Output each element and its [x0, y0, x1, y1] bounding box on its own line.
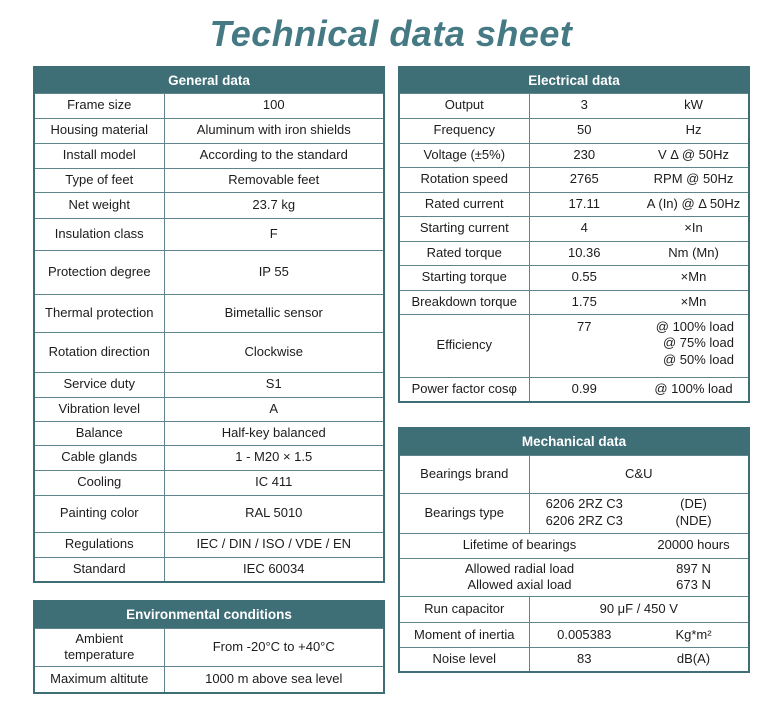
cell-line: (NDE) — [675, 513, 712, 528]
cell-label: Painting color — [34, 495, 164, 532]
cell-label: Balance — [34, 421, 164, 445]
table-row — [399, 118, 749, 143]
cell-value: Kg*m² — [639, 623, 749, 648]
electrical-table-title: Electrical data — [399, 67, 749, 93]
table-row — [399, 533, 749, 558]
cell-line: 897 N — [676, 560, 711, 576]
general-table-title: General data — [34, 67, 384, 93]
cell-label: Type of feet — [34, 168, 164, 192]
cell-label: Net weight — [34, 192, 164, 218]
table-row — [34, 445, 384, 470]
cell-value: According to the standard — [164, 143, 384, 168]
cell-label: Efficiency — [399, 314, 529, 377]
table-row — [34, 557, 384, 582]
cell-label: Lifetime of bearings — [399, 533, 639, 558]
table-row — [399, 216, 749, 241]
electrical-data-table — [398, 66, 750, 403]
table-row — [34, 421, 384, 445]
cell-value: 100 — [164, 93, 384, 118]
table-row — [399, 290, 749, 314]
cell-value: IC 411 — [164, 470, 384, 495]
table-row — [34, 118, 384, 143]
cell-line: 673 N — [676, 577, 711, 593]
cell-label: Bearings type — [399, 493, 529, 533]
cell-label: Power factor cosφ — [399, 377, 529, 402]
cell-value: A (In) @ Δ 50Hz — [639, 192, 749, 216]
cell-value: C&U — [529, 455, 749, 493]
table-row — [34, 218, 384, 250]
table-row — [34, 192, 384, 218]
cell-value: S1 — [164, 372, 384, 397]
cell-value: 0.55 — [529, 265, 639, 290]
cell-label: Standard — [34, 557, 164, 582]
general-data-table — [33, 66, 385, 583]
cell-value: 20000 hours — [639, 533, 749, 558]
cell-value — [639, 314, 749, 377]
cell-line: @ 50% load — [662, 352, 735, 368]
cell-label: Frequency — [399, 118, 529, 143]
cell-line: 6206 2RZ C3 — [545, 496, 623, 512]
cell-label: Insulation class — [34, 218, 164, 250]
cell-value: 0.005383 — [529, 623, 639, 648]
table-row — [34, 168, 384, 192]
cell-label — [399, 558, 639, 597]
cell-value: RAL 5010 — [164, 495, 384, 532]
cell-value: 17.11 — [529, 192, 639, 216]
table-row — [399, 314, 749, 377]
cell-label: Bearings brand — [399, 455, 529, 493]
table-row — [34, 250, 384, 294]
cell-value: ×In — [639, 216, 749, 241]
cell-value: IEC / DIN / ISO / VDE / EN — [164, 532, 384, 557]
cell-label: Rated current — [399, 192, 529, 216]
cell-value: 230 — [529, 143, 639, 167]
right-column — [398, 66, 748, 673]
cell-label: Protection degree — [34, 250, 164, 294]
table-row — [34, 397, 384, 421]
cell-value: 23.7 kg — [164, 192, 384, 218]
cell-value: kW — [639, 93, 749, 118]
cell-label: Install model — [34, 143, 164, 168]
cell-label: Cable glands — [34, 445, 164, 470]
cell-value: 10.36 — [529, 241, 639, 265]
table-row — [34, 294, 384, 332]
cell-label: Frame size — [34, 93, 164, 118]
table-row — [399, 558, 749, 597]
cell-value: 1.75 — [529, 290, 639, 314]
left-column — [33, 66, 383, 694]
cell-label: Run capacitor — [399, 597, 529, 623]
cell-value: F — [164, 218, 384, 250]
environmental-conditions-table — [33, 600, 385, 694]
cell-label: Voltage (±5%) — [399, 143, 529, 167]
table-row — [34, 372, 384, 397]
cell-label: Service duty — [34, 372, 164, 397]
cell-label: Vibration level — [34, 397, 164, 421]
cell-label: Cooling — [34, 470, 164, 495]
technical-data-sheet-page — [0, 8, 782, 694]
table-row — [399, 455, 749, 493]
cell-label: Ambient temperature — [34, 628, 164, 667]
cell-label: Maximum altitute — [34, 667, 164, 693]
page-title: Technical data sheet — [209, 13, 573, 54]
table-row — [399, 597, 749, 623]
cell-value — [639, 493, 749, 533]
table-row — [34, 628, 384, 667]
table-row — [399, 93, 749, 118]
table-row — [34, 470, 384, 495]
cell-label: Moment of inertia — [399, 623, 529, 648]
mechanical-data-table — [398, 427, 750, 673]
table-row — [399, 167, 749, 192]
content-columns — [0, 66, 782, 694]
cell-value: RPM @ 50Hz — [639, 167, 749, 192]
cell-line: (DE) — [680, 496, 707, 512]
cell-value: A — [164, 397, 384, 421]
cell-label: Output — [399, 93, 529, 118]
table-row — [34, 667, 384, 693]
cell-value: 0.99 — [529, 377, 639, 402]
cell-line: @ 75% load — [662, 335, 735, 351]
cell-line: Allowed radial load — [464, 560, 575, 576]
cell-label: Breakdown torque — [399, 290, 529, 314]
cell-label: Regulations — [34, 532, 164, 557]
cell-value: Clockwise — [164, 332, 384, 372]
cell-line: @ 100% load — [655, 318, 735, 334]
table-row — [34, 93, 384, 118]
cell-value: 50 — [529, 118, 639, 143]
table-row — [34, 532, 384, 557]
cell-value: 77 — [529, 314, 639, 377]
cell-label: Rotation speed — [399, 167, 529, 192]
cell-label: Rated torque — [399, 241, 529, 265]
table-row — [399, 648, 749, 672]
cell-value: Aluminum with iron shields — [164, 118, 384, 143]
table-row — [399, 623, 749, 648]
table-row — [399, 241, 749, 265]
cell-line: 6206 2RZ C3 — [545, 513, 623, 528]
cell-value: Bimetallic sensor — [164, 294, 384, 332]
cell-label: Thermal protection — [34, 294, 164, 332]
cell-label: Rotation direction — [34, 332, 164, 372]
cell-value: 83 — [529, 648, 639, 672]
cell-value: 1000 m above sea level — [164, 667, 384, 693]
cell-label: Starting torque — [399, 265, 529, 290]
cell-value: 3 — [529, 93, 639, 118]
cell-value: ×Mn — [639, 265, 749, 290]
cell-value: Hz — [639, 118, 749, 143]
cell-value: IEC 60034 — [164, 557, 384, 582]
cell-value: IP 55 — [164, 250, 384, 294]
table-row — [399, 265, 749, 290]
table-row — [399, 192, 749, 216]
cell-value: Half-key balanced — [164, 421, 384, 445]
cell-value: 2765 — [529, 167, 639, 192]
cell-value: 90 μF / 450 V — [529, 597, 749, 623]
table-row — [34, 332, 384, 372]
cell-value: From -20°C to +40°C — [164, 628, 384, 667]
cell-value: Nm (Mn) — [639, 241, 749, 265]
table-row — [399, 143, 749, 167]
cell-label: Housing material — [34, 118, 164, 143]
cell-value: Removable feet — [164, 168, 384, 192]
table-row — [34, 495, 384, 532]
cell-value: 4 — [529, 216, 639, 241]
cell-value: dB(A) — [639, 648, 749, 672]
cell-value: @ 100% load — [639, 377, 749, 402]
table-row — [399, 493, 749, 533]
cell-value — [639, 558, 749, 597]
table-row — [34, 143, 384, 168]
cell-value — [529, 493, 639, 533]
mechanical-table-title: Mechanical data — [399, 428, 749, 455]
table-row — [399, 377, 749, 402]
cell-label: Starting current — [399, 216, 529, 241]
cell-value: ×Mn — [639, 290, 749, 314]
environmental-table-title: Environmental conditions — [34, 601, 384, 628]
cell-label: Noise level — [399, 648, 529, 672]
cell-value: 1 - M20 × 1.5 — [164, 445, 384, 470]
cell-value: V Δ @ 50Hz — [639, 143, 749, 167]
cell-line: Allowed axial load — [467, 577, 572, 593]
